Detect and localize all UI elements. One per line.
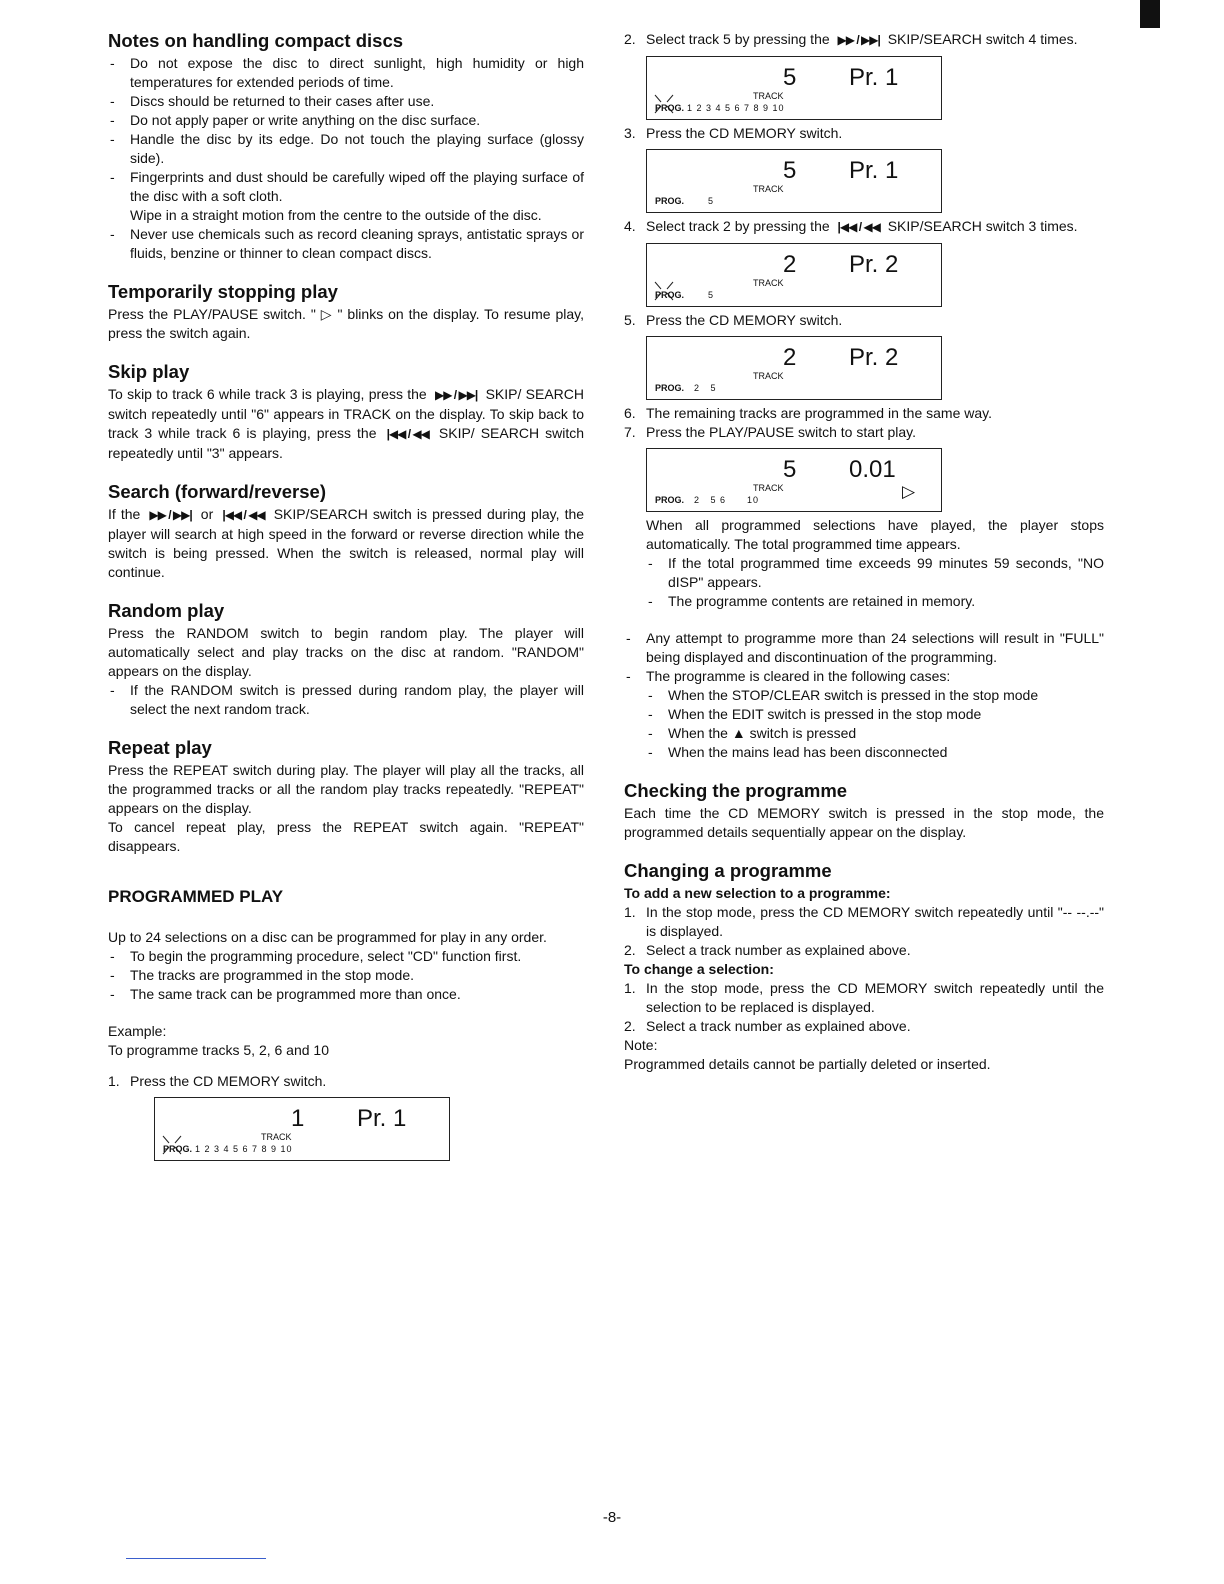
list-item: - If the total programmed time exceeds 99 minutes 59 seconds, "NO dISP" appears. [646,554,1104,592]
checking-text: Each time the CD MEMORY switch is pressed in the stop mode, the programmed details sequentially appear on the display. [624,805,1104,840]
lcd-prog-numbers: 5 [687,196,715,206]
lcd-time: 0.01 [849,456,896,483]
add-steps [624,903,1104,960]
change-selection-title: To change a selection: [624,961,774,977]
programmed-title: PROGRAMMED PLAY [108,887,284,906]
lcd-prog-numbers: 2 5 6 10 [687,495,760,505]
list-item: - Do not expose the disc to direct sunlight, high humidity or high temperatures for extended periods of time. [108,54,584,92]
cleared-cases-list [646,686,1104,762]
lcd-display [646,149,942,213]
lcd-prog-numbers: 2 5 [687,383,717,393]
list-item-extra: Wipe in a straight motion from the centre to the outside of the disc. [130,207,542,223]
changing-title: Changing a programme [624,860,832,881]
lcd-program-number: Pr. 2 [849,251,899,278]
step-item: 1. In the stop mode, press the CD MEMORY switch repeatedly until the selection to be replaced is displayed. [624,980,1104,1015]
step-item: 1. Press the CD MEMORY switch. [108,1073,327,1089]
page-number: -8- [602,1509,622,1526]
skip-forward-icon: ▶▶ / ▶▶| [149,508,192,522]
play-symbol-icon: ▷ [320,306,333,322]
note-text: Programmed details cannot be partially deleted or inserted. [624,1056,991,1072]
lcd-prog-label: PROG. [163,1144,193,1154]
left-steps [108,1072,584,1091]
lcd-prog-numbers: 1 2 3 4 5 6 7 8 9 10 [687,103,785,113]
list-item: - Any attempt to programme more than 24 selections will result in "FULL" being displayed and discontinuation of the programming. [624,629,1104,667]
step-item: 4. Select track 2 by pressing the |◀◀ / ◀◀ SKIP/SEARCH switch 3 times. [624,217,1104,237]
skip-back-icon: |◀◀ / ◀◀ [837,220,880,234]
random-text: Press the RANDOM switch to begin random play. The player will automatically select and play tracks on the disc at random. "RANDOM" appears on the display. [108,625,584,679]
list-item: - When the EDIT switch is pressed in the stop mode [646,705,1104,724]
play-indicator-icon: ▷ [902,482,916,501]
lcd-track-number: 2 [783,344,797,371]
lcd-prog-label: PROG. [655,383,685,393]
skip-back-icon: |◀◀ / ◀◀ [222,508,265,522]
left-column [108,30,584,1165]
lcd-program-number: Pr. 1 [849,157,899,184]
temp-stop-text: Press the PLAY/PAUSE switch. " ▷ " blinks on the display. To resume play, press the switch again. [108,306,585,341]
lcd-track-label: TRACK [753,278,784,288]
step-item: 6. The remaining tracks are programmed in the same way. [624,405,992,421]
lcd-program-number: Pr. 1 [357,1105,407,1132]
lcd-track-label: TRACK [261,1132,292,1142]
handling-list [108,54,584,263]
skip-back-icon: |◀◀ / ◀◀ [386,427,429,441]
lcd-track-number: 5 [783,64,797,91]
step-item: 5. Press the CD MEMORY switch. [624,312,843,328]
list-item: - The same track can be programmed more than once. [108,985,584,1004]
search-text: If the ▶▶ / ▶▶| or |◀◀ / ◀◀ SKIP/SEARCH switch is pressed during play, the player will search at high speed in the forward or reverse direction while the switch is being pressed. When the switch is released, normal play will continue. [108,506,585,580]
checking-title: Checking the programme [624,780,848,801]
lcd-track-label: TRACK [753,371,784,381]
lcd-prog-label: PROG. [655,103,685,113]
list-item: - The programme contents are retained in memory. [646,592,1104,611]
lcd-track-number: 2 [783,251,797,278]
lcd-program-number: Pr. 2 [849,344,899,371]
note-label: Note: [624,1037,658,1053]
list-item: - Discs should be returned to their cases after use. [108,92,584,111]
list-item: - Handle the disc by its edge. Do not touch the playing surface (glossy side). [108,130,584,168]
after-play-text: When all programmed selections have played, the player stops automatically. The total programmed time appears. [646,517,1104,552]
list-item: - When the mains lead has been disconnected [646,743,1104,762]
lcd-track-label: TRACK [753,91,784,101]
lcd-prog-numbers: 1 2 3 4 5 6 7 8 9 10 [195,1144,293,1154]
list-item: - Never use chemicals such as record cleaning sprays, antistatic sprays or fluids, benzine or thinner to clean compact discs. [108,225,584,263]
search-title: Search (forward/reverse) [108,481,326,502]
list-item: - When the STOP/CLEAR switch is pressed in the stop mode [646,686,1104,705]
lcd-display [646,336,942,400]
lcd-prog-numbers: 5 [687,290,715,300]
programmed-list [108,947,584,1004]
after-play-block [624,516,1104,611]
random-title: Random play [108,600,225,621]
list-item: - To begin the programming procedure, select "CD" function first. [108,947,584,966]
lcd-track-label: TRACK [753,184,784,194]
lcd-prog-label: PROG. [655,290,685,300]
step-item: 1. In the stop mode, press the CD MEMORY switch repeatedly until "-- --.--" is displayed. [624,904,1104,939]
step-item: 2. Select a track number as explained above. [624,942,911,958]
lcd-track-number: 5 [783,456,797,483]
eject-icon: ▲ [731,725,746,741]
lcd-display [646,243,942,307]
step-item: 7. Press the PLAY/PAUSE switch to start play. [624,424,916,440]
programmed-intro: Up to 24 selections on a disc can be programmed for play in any order. [108,929,547,945]
list-item: - When the ▲ switch is pressed [646,724,1104,743]
lcd-track-number: 1 [291,1105,305,1132]
lcd-display [646,448,942,512]
repeat-text-2: To cancel repeat play, press the REPEAT switch again. "REPEAT" disappears. [108,819,584,854]
lcd-track-label: TRACK [753,483,784,493]
skip-forward-icon: ▶▶ / ▶▶| [837,33,880,47]
right-steps [624,30,1104,512]
list-item: - Do not apply paper or write anything on the disc surface. [108,111,584,130]
lcd-program-number: Pr. 1 [849,64,899,91]
lcd-track-number: 5 [783,157,797,184]
right-column [624,30,1104,1074]
temp-stop-title: Temporarily stopping play [108,281,338,302]
lcd-display [154,1097,450,1161]
change-steps [624,979,1104,1036]
corner-mark [1140,0,1160,28]
list-item [108,168,584,225]
repeat-text-1: Press the REPEAT switch during play. The player will play all the tracks, all the programmed tracks or all the random play tracks repeatedly. "REPEAT" appears on the display. [108,762,584,816]
handling-title: Notes on handling compact discs [108,30,404,51]
add-selection-title: To add a new selection to a programme: [624,885,891,901]
footer-line [126,1558,266,1559]
notes-list [624,629,1104,762]
lcd-display [646,56,942,120]
example-label: Example: [108,1023,167,1039]
example-text: To programme tracks 5, 2, 6 and 10 [108,1042,329,1058]
step-item: 3. Press the CD MEMORY switch. [624,125,843,141]
list-item: - The tracks are programmed in the stop mode. [108,966,584,985]
lcd-prog-label: PROG. [655,495,685,505]
list-item: - If the RANDOM switch is pressed during random play, the player will select the next random track. [108,681,584,719]
step-item: 2. Select track 5 by pressing the ▶▶ / ▶▶| SKIP/SEARCH switch 4 times. [624,30,1104,50]
repeat-title: Repeat play [108,737,212,758]
list-item: - The programme is cleared in the following cases: - When the STOP/CLEAR switch is pressed in the stop mode - When the EDIT switch is pressed in the stop mode - When the ▲ switch is pressed - When the mains lead has been disconnected [624,667,1104,762]
step-item: 2. Select a track number as explained above. [624,1018,911,1034]
list-item-text: Fingerprints and dust should be carefully wiped off the playing surface of the disc with a soft cloth. [130,169,584,204]
after-play-list [646,554,1104,611]
random-list [108,681,584,719]
lcd-prog-label: PROG. [655,196,685,206]
skip-title: Skip play [108,361,190,382]
skip-text: To skip to track 6 while track 3 is playing, press the ▶▶ / ▶▶| SKIP/ SEARCH switch repeatedly until "6" appears in TRACK on the display. To skip back to track 3 while track 6 is playing, press the |◀◀ / ◀◀ SKIP/ SEARCH switch repeatedly until "3" appears. [108,386,585,461]
skip-forward-icon: ▶▶ / ▶▶| [435,388,478,402]
